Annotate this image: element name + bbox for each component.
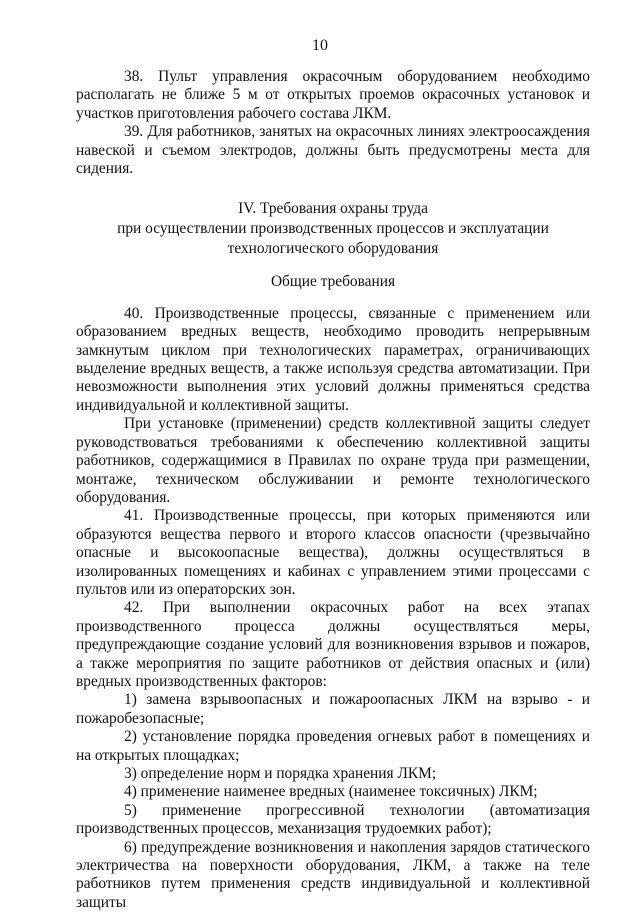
section-title [76,199,590,259]
subsection-heading: Общие требования [270,273,396,291]
list-item-1: 1) замена взрывоопасных и пожароопасных ЛКМ на взрыво - и пожаробезопасные; [76,691,590,727]
paragraph-42: 42. При выполнении окрасочных работ на всех этапах производственного процесса должны осуществляться меры, предупреждающие создание условий для возникновения взрывов и пожаров, а также мероприятия по защите работников от действия опасных и (или) вредных производственных факторов: [76,599,590,690]
list-item-6: 6) предупреждение возникновения и накопления зарядов статического электричества на поверхности оборудования, ЛКМ, а также на теле работников путем применения средств индивидуальной и коллективной защиты [76,838,590,911]
section-title-line-3: технологического оборудования [227,240,439,258]
paragraph-41: 41. Производственные процессы, при которых применяются или образуются вещества первого и второго классов опасности (чрезвычайно опасные и высокоопасные вещества), должны осуществляться в изолированных помещениях и кабинах с управлением этими процессами с пультов или из операторских зон. [76,507,590,598]
page-number: 10 [312,37,328,54]
paragraph-40-continued: При установке (применении) средств коллективной защиты следует руководствоваться требованиями к обеспечению коллективной защиты работников, содержащимися в Правилах по охране труда при размещении, монтаже, техническом обслуживании и ремонте технологического оборудования. [76,415,590,506]
document-body [76,68,590,912]
section-title-line-2: при осуществлении производственных процессов и эксплуатации [117,220,549,238]
paragraph-38: 38. Пульт управления окрасочным оборудованием необходимо располагать не ближе 5 м от открытых проемов окрасочных установок и участков приготовления рабочего состава ЛКМ. [76,68,590,122]
list-item-5: 5) применение прогрессивной технологии (автоматизация производственных процессов, механизация трудоемких работ); [76,801,590,838]
paragraph-39: 39. Для работников, занятых на окрасочных линиях электроосаждения навеской и съемом электродов, должны быть предусмотрены места для сидения. [76,123,590,178]
list-item-3: 3) определение норм и порядка хранения ЛКМ; [124,765,437,782]
list-item-4: 4) применение наименее вредных (наименее токсичных) ЛКМ; [124,783,538,801]
section-title-line-1: IV. Требования охраны труда [238,200,428,218]
paragraph-40: 40. Производственные процессы, связанные с применением или образованием вредных веществ, необходимо проводить непрерывным замкнутым циклом при технологических параметрах, ограничивающих выделение вредных веществ, а также используя средства автоматизации. При невозможности выполнения этих условий должны применяться средства индивидуальной и коллективной защиты. [76,304,590,414]
list-item-2: 2) установление порядка проведения огневых работ в помещениях и на открытых площадках; [76,728,590,764]
